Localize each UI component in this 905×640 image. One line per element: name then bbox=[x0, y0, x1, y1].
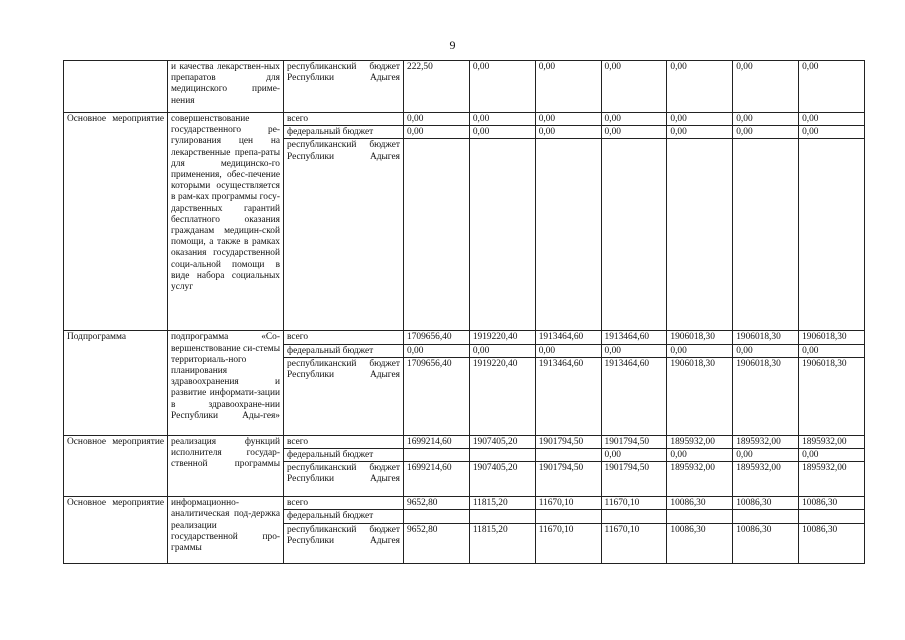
value-cell: 1906018,30 bbox=[733, 357, 799, 435]
page-number: 9 bbox=[449, 38, 456, 52]
value-cell: 0,00 bbox=[601, 61, 667, 113]
value-cell: 1906018,30 bbox=[667, 331, 733, 344]
value-cell bbox=[404, 139, 470, 331]
funding-source: федеральный бюджет bbox=[284, 344, 404, 357]
value-cell: 1906018,30 bbox=[667, 357, 733, 435]
row-name: подпрограмма «Со-вершенствование си-стемы территориаль-ного планирования здравоохранения и развитие информати-зации в здравоохране-нии Республики Ады-гея» bbox=[168, 331, 284, 435]
value-cell bbox=[799, 139, 865, 331]
value-cell: 1901794,50 bbox=[601, 462, 667, 497]
value-cell: 0,00 bbox=[667, 113, 733, 126]
value-cell: 10086,30 bbox=[799, 497, 865, 510]
value-cell: 10086,30 bbox=[733, 497, 799, 510]
funding-source: республиканский бюджет Республики Адыгея bbox=[284, 523, 404, 563]
value-cell: 10086,30 bbox=[799, 523, 865, 563]
value-cell: 11815,20 bbox=[469, 497, 535, 510]
value-cell: 0,00 bbox=[667, 344, 733, 357]
table-row bbox=[64, 497, 865, 510]
value-cell: 0,00 bbox=[535, 61, 601, 113]
value-cell: 0,00 bbox=[469, 344, 535, 357]
value-cell bbox=[535, 139, 601, 331]
funding-source: федеральный бюджет bbox=[284, 126, 404, 139]
row-name: реализация функций исполнителя государ-ственной программы bbox=[168, 435, 284, 496]
value-cell: 1901794,50 bbox=[535, 462, 601, 497]
value-cell: 11670,10 bbox=[601, 523, 667, 563]
value-cell: 1906018,30 bbox=[799, 357, 865, 435]
table-row bbox=[64, 61, 865, 113]
value-cell bbox=[667, 139, 733, 331]
value-cell bbox=[404, 510, 470, 523]
value-cell: 1699214,60 bbox=[404, 435, 470, 448]
funding-source: федеральный бюджет bbox=[284, 449, 404, 462]
value-cell bbox=[733, 139, 799, 331]
value-cell: 1895932,00 bbox=[799, 462, 865, 497]
value-cell: 0,00 bbox=[733, 344, 799, 357]
value-cell: 0,00 bbox=[601, 344, 667, 357]
value-cell: 0,00 bbox=[799, 113, 865, 126]
value-cell: 1906018,30 bbox=[733, 331, 799, 344]
row-name: и качества лекарствен-ных препаратов для медицинского приме-нения bbox=[168, 61, 284, 113]
value-cell: 11670,10 bbox=[535, 523, 601, 563]
value-cell bbox=[469, 510, 535, 523]
value-cell: 1895932,00 bbox=[799, 435, 865, 448]
value-cell bbox=[404, 449, 470, 462]
value-cell: 1913464,60 bbox=[601, 357, 667, 435]
value-cell: 10086,30 bbox=[667, 497, 733, 510]
value-cell: 0,00 bbox=[601, 113, 667, 126]
table-row bbox=[64, 113, 865, 126]
value-cell: 10086,30 bbox=[667, 523, 733, 563]
value-cell bbox=[469, 139, 535, 331]
value-cell: 1895932,00 bbox=[733, 435, 799, 448]
value-cell: 0,00 bbox=[469, 61, 535, 113]
value-cell: 1913464,60 bbox=[535, 331, 601, 344]
value-cell bbox=[667, 510, 733, 523]
value-cell: 9652,80 bbox=[404, 523, 470, 563]
value-cell: 0,00 bbox=[733, 113, 799, 126]
funding-source: всего bbox=[284, 331, 404, 344]
funding-source: республиканский бюджет Республики Адыгея bbox=[284, 357, 404, 435]
value-cell bbox=[601, 139, 667, 331]
funding-source: всего bbox=[284, 113, 404, 126]
row-type: Подпрограмма bbox=[64, 331, 168, 435]
value-cell: 1699214,60 bbox=[404, 462, 470, 497]
row-type: Основное мероприятие bbox=[64, 497, 168, 563]
value-cell: 0,00 bbox=[404, 344, 470, 357]
value-cell bbox=[535, 449, 601, 462]
value-cell: 11670,10 bbox=[535, 497, 601, 510]
value-cell: 1907405,20 bbox=[469, 462, 535, 497]
value-cell: 9652,80 bbox=[404, 497, 470, 510]
value-cell: 1895932,00 bbox=[733, 462, 799, 497]
value-cell: 0,00 bbox=[404, 126, 470, 139]
value-cell: 1919220,40 bbox=[469, 357, 535, 435]
value-cell bbox=[601, 510, 667, 523]
value-cell bbox=[535, 510, 601, 523]
value-cell: 11815,20 bbox=[469, 523, 535, 563]
funding-source: республиканский бюджет Республики Адыгея bbox=[284, 61, 404, 113]
value-cell: 1919220,40 bbox=[469, 331, 535, 344]
value-cell: 0,00 bbox=[469, 126, 535, 139]
value-cell: 0,00 bbox=[404, 113, 470, 126]
value-cell: 1901794,50 bbox=[601, 435, 667, 448]
budget-table bbox=[63, 60, 865, 564]
value-cell: 1913464,60 bbox=[535, 357, 601, 435]
value-cell: 0,00 bbox=[469, 113, 535, 126]
value-cell: 1906018,30 bbox=[799, 331, 865, 344]
value-cell: 0,00 bbox=[733, 61, 799, 113]
funding-source: федеральный бюджет bbox=[284, 510, 404, 523]
value-cell: 1913464,60 bbox=[601, 331, 667, 344]
value-cell: 1895932,00 bbox=[667, 435, 733, 448]
value-cell: 11670,10 bbox=[601, 497, 667, 510]
value-cell: 1709656,40 bbox=[404, 357, 470, 435]
row-type bbox=[64, 61, 168, 113]
value-cell: 0,00 bbox=[799, 449, 865, 462]
row-type: Основное мероприятие bbox=[64, 113, 168, 331]
value-cell: 0,00 bbox=[733, 449, 799, 462]
value-cell: 0,00 bbox=[667, 449, 733, 462]
value-cell: 0,00 bbox=[601, 126, 667, 139]
value-cell: 1895932,00 bbox=[667, 462, 733, 497]
row-name: совершенствование государственного ре-гулирования цен на лекарственные препа-раты для медицинско-го применения, обес-печение которыми осуществляется в рам-ках программы госу-дарственных гарантий бесплатного оказания гражданам медицин-ской помощи, а также в рамках оказания государственной соци-альной помощи в виде набора социальных услуг bbox=[168, 113, 284, 331]
row-name: информационно-аналитическая под-держка реализации государственной про-граммы bbox=[168, 497, 284, 563]
table-row bbox=[64, 435, 865, 448]
value-cell: 10086,30 bbox=[733, 523, 799, 563]
value-cell: 0,00 bbox=[601, 449, 667, 462]
value-cell: 1907405,20 bbox=[469, 435, 535, 448]
value-cell: 0,00 bbox=[535, 344, 601, 357]
funding-source: республиканский бюджет Республики Адыгея bbox=[284, 139, 404, 331]
funding-source: республиканский бюджет Республики Адыгея bbox=[284, 462, 404, 497]
value-cell: 1709656,40 bbox=[404, 331, 470, 344]
value-cell bbox=[469, 449, 535, 462]
value-cell: 222,50 bbox=[404, 61, 470, 113]
table-row bbox=[64, 331, 865, 344]
value-cell: 0,00 bbox=[535, 126, 601, 139]
value-cell: 0,00 bbox=[667, 61, 733, 113]
row-type: Основное мероприятие bbox=[64, 435, 168, 496]
value-cell: 0,00 bbox=[799, 126, 865, 139]
value-cell bbox=[733, 510, 799, 523]
funding-source: всего bbox=[284, 435, 404, 448]
value-cell: 1901794,50 bbox=[535, 435, 601, 448]
funding-source: всего bbox=[284, 497, 404, 510]
value-cell: 0,00 bbox=[733, 126, 799, 139]
value-cell: 0,00 bbox=[799, 61, 865, 113]
value-cell: 0,00 bbox=[799, 344, 865, 357]
value-cell: 0,00 bbox=[535, 113, 601, 126]
value-cell: 0,00 bbox=[667, 126, 733, 139]
value-cell bbox=[799, 510, 865, 523]
